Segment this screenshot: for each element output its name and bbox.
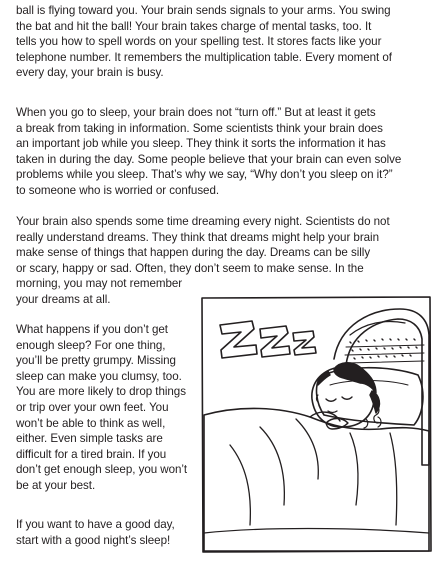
text-line: tells you how to spell words on your spelling test. It stores facts like your [16, 35, 382, 49]
blanket [204, 408, 429, 551]
text-line: sleep can make you clumsy, too. [16, 369, 182, 383]
text-line: don’t get enough sleep, you won’t [16, 463, 188, 477]
text-line: What happens if you don’t get [16, 323, 168, 336]
text-line: a break from taking in information. Some scientists think your brain does [16, 121, 383, 135]
z-letter-1 [220, 321, 257, 358]
text-line: to someone who is worried or confused. [16, 183, 220, 197]
z-letter-3 [293, 331, 316, 355]
text-line: either. Even simple tasks are [16, 432, 163, 446]
text-line: make sense of things that happen during the day. Dreams can be silly [16, 246, 371, 260]
text-line: ball is flying toward you. Your brain sends signals to your arms. You swing [16, 4, 391, 17]
text-line: enough sleep? For one thing, [16, 338, 166, 352]
paragraph-dreams-continued [16, 276, 196, 307]
paragraph-sleep-brain [16, 105, 426, 199]
paragraph-not-enough-sleep [16, 322, 194, 494]
paragraph-dreams [16, 214, 426, 276]
headboard [334, 309, 429, 465]
text-line: your dreams at all. [16, 292, 111, 306]
text-line: telephone number. It remembers the multiplication table. Every moment of [16, 50, 392, 64]
text-line: difficult for a tired brain. If you [16, 447, 167, 461]
text-line: taken in during the day. Some people believe that your brain can even solve [16, 152, 402, 166]
text-line: you’ll be pretty grumpy. Missing [16, 354, 176, 368]
text-line: be at your best. [16, 478, 96, 492]
paragraph-brain-busy [16, 3, 426, 81]
text-line: Your brain also spends some time dreaming every night. Scientists do not [16, 215, 390, 228]
paragraph-good-night [16, 517, 194, 548]
text-line: start with a good night’s sleep! [16, 533, 171, 547]
text-line: won’t be able to think as well, [16, 416, 166, 430]
text-line: an important job while you sleep. They think it sorts the information it has [16, 137, 386, 151]
text-line: or trip over your own feet. You [16, 400, 169, 414]
text-line: If you want to have a good day, [16, 518, 175, 531]
text-line: You are more likely to drop things [16, 385, 186, 399]
text-line: really understand dreams. They think that dreams might help your brain [16, 230, 379, 244]
sleeping-child-icon [200, 295, 432, 553]
text-line: the bat and hit the ball! Your brain takes charge of mental tasks, too. It [16, 19, 372, 33]
z-letter-2 [260, 326, 290, 357]
text-line: morning, you may not remember [16, 277, 183, 290]
text-line: When you go to sleep, your brain does not “turn off.” But at least it gets [16, 106, 376, 119]
text-line: problems while you sleep. That’s why we say, “Why don’t you sleep on it?” [16, 168, 393, 182]
text-line: or scary, happy or sad. Often, they don’t seem to make sense. In the [16, 261, 364, 275]
text-line: every day, your brain is busy. [16, 66, 164, 80]
